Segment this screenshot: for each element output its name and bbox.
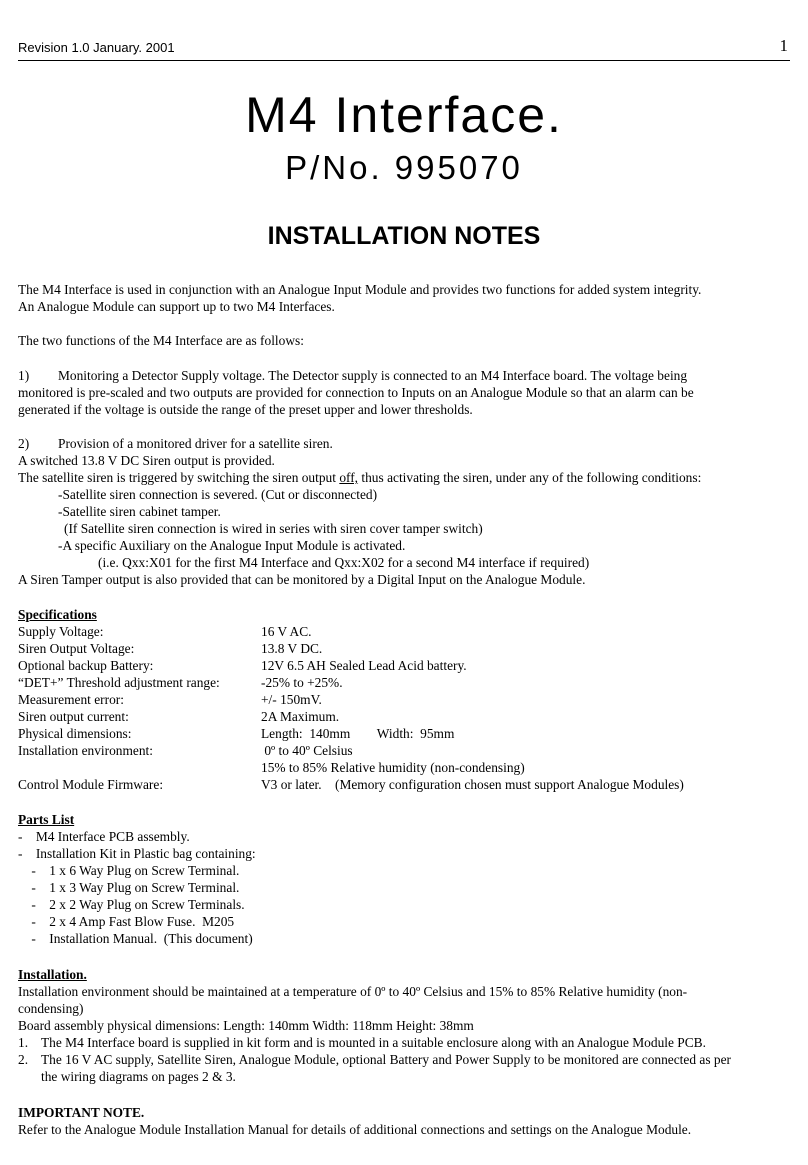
condition-1: -Satellite siren connection is severed. (Cut or disconnected): [58, 487, 378, 502]
spec-value: -25% to +25%.: [261, 675, 343, 690]
step-1-number: 1.: [18, 1035, 29, 1050]
important-note-title: IMPORTANT NOTE.: [18, 1105, 145, 1120]
installation-notes-heading: INSTALLATION NOTES: [267, 222, 541, 250]
step-2-line-1: The 16 V AC supply, Satellite Siren, Analogue Module, optional Battery and Power Supply to be monitored are connected as per: [41, 1052, 731, 1067]
important-note-text: Refer to the Analogue Module Installation Manual for details of additional connections and settings on the Analogue Module.: [18, 1122, 692, 1137]
function-2-line-2: A switched 13.8 V DC Siren output is provided.: [18, 453, 275, 468]
spec-value: Length: 140mm Width: 95mm: [261, 726, 455, 741]
revision-label: Revision 1.0 January. 2001: [18, 40, 175, 55]
list-item: - 2 x 2 Way Plug on Screw Terminals.: [18, 897, 245, 912]
spec-label: Supply Voltage:: [18, 624, 104, 639]
installation-line-3: Board assembly physical dimensions: Length: 140mm Width: 118mm Height: 38mm: [18, 1018, 474, 1033]
list-item: - M4 Interface PCB assembly.: [18, 829, 190, 844]
specifications-title: Specifications: [18, 607, 97, 622]
function-2-line-3: [18, 469, 701, 486]
spec-label: Siren output current:: [18, 709, 129, 724]
spec-value: 13.8 V DC.: [261, 641, 323, 656]
spec-value: 12V 6.5 AH Sealed Lead Acid battery.: [261, 658, 467, 673]
spec-label: Measurement error:: [18, 692, 124, 707]
installation-line-1: Installation environment should be maintained at a temperature of 0º to 40º Celsius and 15% to 85% Relative humidity (non-: [18, 984, 688, 999]
step-2-line-2: the wiring diagrams on pages 2 & 3.: [41, 1069, 236, 1084]
function-1-number: 1): [18, 368, 30, 383]
document-title: M4 Interface.: [245, 87, 563, 143]
spec-value: 15% to 85% Relative humidity (non-condensing): [261, 760, 525, 775]
spec-label: “DET+” Threshold adjustment range:: [18, 675, 220, 690]
intro-line-1: The M4 Interface is used in conjunction with an Analogue Input Module and provides two functions for added system integrity.: [18, 282, 702, 297]
step-1-text: The M4 Interface board is supplied in kit form and is mounted in a suitable enclosure along with an Analogue Module PCB.: [41, 1035, 706, 1050]
function-1-line-2: monitored is pre-scaled and two outputs are provided for connection to Inputs on an Analogue Module so that an alarm can be: [18, 385, 694, 400]
spec-label: Siren Output Voltage:: [18, 641, 135, 656]
function-1-line-3: generated if the voltage is outside the range of the preset upper and lower thresholds.: [18, 402, 473, 417]
installation-title: Installation.: [18, 967, 87, 982]
intro-line-3: The two functions of the M4 Interface are as follows:: [18, 333, 304, 348]
function-2-line-1: Provision of a monitored driver for a satellite siren.: [58, 436, 333, 451]
condition-3-note: (i.e. Qxx:X01 for the first M4 Interface and Qxx:X02 for a second M4 interface if required): [98, 555, 590, 570]
siren-tamper-line: A Siren Tamper output is also provided that can be monitored by a Digital Input on the Analogue Module.: [18, 572, 586, 587]
off-emphasis: off,: [339, 470, 359, 485]
function-2-number: 2): [18, 436, 30, 451]
spec-value: 0º to 40º Celsius: [261, 743, 353, 758]
condition-2: -Satellite siren cabinet tamper.: [58, 504, 221, 519]
page-header: [18, 38, 790, 61]
spec-label: Physical dimensions:: [18, 726, 132, 741]
parts-list-title: Parts List: [18, 812, 75, 827]
function-2-line-3-post: thus activating the siren, under any of the following conditions:: [358, 470, 702, 485]
list-item: - 1 x 6 Way Plug on Screw Terminal.: [18, 863, 240, 878]
installation-line-2: condensing): [18, 1001, 84, 1016]
page-number: 1: [779, 36, 788, 55]
spec-value: +/- 150mV.: [261, 692, 322, 707]
spec-label: Control Module Firmware:: [18, 777, 164, 792]
function-1-line-1: Monitoring a Detector Supply voltage. The Detector supply is connected to an M4 Interface board. The voltage being: [58, 368, 688, 383]
condition-3: -A specific Auxiliary on the Analogue Input Module is activated.: [58, 538, 406, 553]
list-item: - 1 x 3 Way Plug on Screw Terminal.: [18, 880, 240, 895]
spec-label: Installation environment:: [18, 743, 153, 758]
step-2-number: 2.: [18, 1052, 29, 1067]
list-item: - 2 x 4 Amp Fast Blow Fuse. M205: [18, 914, 235, 929]
function-2-line-3-pre: The satellite siren is triggered by switching the siren output: [18, 470, 340, 485]
list-item: - Installation Manual. (This document): [18, 931, 253, 946]
spec-value: 16 V AC.: [261, 624, 312, 639]
spec-value: V3 or later. (Memory configuration chosen must support Analogue Modules): [261, 777, 684, 792]
part-number: P/No. 995070: [285, 149, 523, 186]
list-item: - Installation Kit in Plastic bag containing:: [18, 846, 256, 861]
spec-label: Optional backup Battery:: [18, 658, 154, 673]
intro-line-2: An Analogue Module can support up to two M4 Interfaces.: [18, 299, 335, 314]
condition-2-note: (If Satellite siren connection is wired in series with siren cover tamper switch): [64, 521, 483, 536]
spec-value: 2A Maximum.: [261, 709, 340, 724]
